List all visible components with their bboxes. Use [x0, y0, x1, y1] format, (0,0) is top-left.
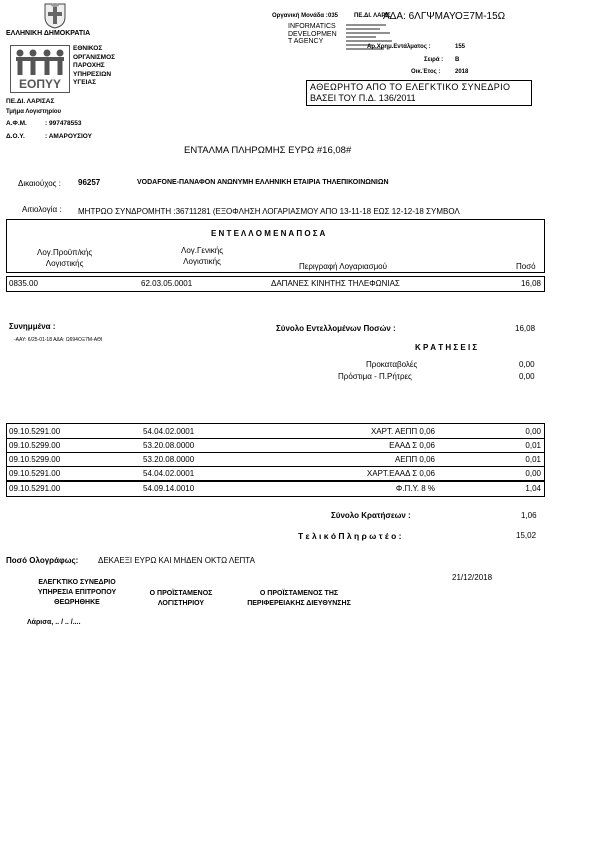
audit-notice-line1: ΑΘΕΩΡΗΤΟ ΑΠΟ ΤΟ ΕΛΕΓΚΤΙΚΟ ΣΥΝΕΔΡΙΟ [310, 82, 511, 92]
deduction-amount: 0,01 [525, 455, 541, 464]
deduction-description: ΧΑΡΤ. ΑΕΠΠ 0,06 [370, 427, 435, 436]
org-line: ΠΑΡΟΧΗΣ [73, 62, 105, 69]
column-header-line: Λογ.Προϋπ/κής [37, 248, 93, 257]
beneficiary-code: 96257 [78, 178, 101, 187]
deduction-general-code: 54.04.02.0001 [143, 427, 195, 436]
org-line: ΥΓΕΙΑΣ [73, 79, 96, 86]
amounts-row-description: ΔΑΠΑΝΕΣ ΚΙΝΗΤΗΣ ΤΗΛΕΦΩΝΙΑΣ [271, 279, 400, 288]
deduction-amount: 0,01 [525, 441, 541, 450]
audit-notice-line2: ΒΑΣΕΙ ΤΟΥ Π.Δ. 136/2011 [310, 93, 416, 103]
deduction-general-code: 54.04.02.0001 [143, 469, 195, 478]
unit-value: 035 [328, 13, 339, 19]
advance-value: 0,00 [519, 360, 535, 369]
deduction-amount: 1,04 [525, 484, 541, 493]
attachments-line: -ΑΑΥ: 6/25-01-18 ΑΔΑ: Ω694ΟΞ7Μ-ΑΘΙ [14, 337, 103, 343]
deduction-budget-code: 09.10.5291.00 [9, 484, 61, 493]
place-date: Λάρισα, .. / .. /.... [27, 619, 81, 626]
org-line: ΕΘΝΙΚΟΣ [73, 45, 103, 52]
column-header-budget [37, 247, 92, 269]
series-value: Β [455, 57, 460, 63]
unit-label: Οργανική Μονάδα : [272, 13, 328, 19]
column-header-general [181, 245, 223, 267]
payable-value: 15,02 [516, 531, 537, 540]
org-line: ΥΠΗΡΕΣΙΩΝ [73, 70, 112, 78]
column-header-amount: Ποσό [516, 262, 536, 271]
payable-label: Τ ε λ ι κ ό Π λ η ρ ω τ έ ο : [298, 531, 402, 541]
deduction-amount: 0,00 [525, 469, 541, 478]
afm-label: Α.Φ.Μ. [6, 120, 27, 127]
unit-name: ΠΕ.ΔΙ. ΛΑΡΙΣ [354, 13, 391, 19]
table-row [7, 455, 544, 467]
org-line: ΟΡΓΑΝΙΣΜΟΣ [73, 53, 116, 61]
signature-accounting [136, 589, 226, 609]
greek-emblem [44, 3, 66, 29]
doy-label: Δ.Ο.Υ. [6, 133, 25, 140]
deductions-heading: Κ Ρ Α Τ Η Σ Ε Ι Σ [415, 343, 478, 352]
deduction-budget-code: 09.10.5291.00 [9, 427, 61, 436]
signature-line: Ο ΠΡΟΪΣΤΑΜΕΝΟΣ [149, 590, 213, 597]
column-header-line: Λογ.Γενικής [181, 246, 224, 255]
signature-regional [226, 589, 372, 609]
page-title: ΕΝΤΑΛΜΑ ΠΛΗΡΩΜΗΣ ΕΥΡΩ #16,08# [184, 145, 352, 156]
series-label: Σειρά : [424, 57, 444, 63]
afm-value: : 997478553 [45, 120, 82, 127]
ada-code: ΑΔΑ: 6ΛΓΨΜΑΥΟΞ7Μ-15Ω [383, 11, 506, 22]
signature-line: ΛΟΓΙΣΤΗΡΙΟΥ [157, 600, 205, 607]
dept-name: ΠΕ.ΔΙ. ΛΑΡΙΣΑΣ [6, 98, 55, 105]
signature-line: ΠΕΡΙΦΕΡΕΙΑΚΗΣ ΔΙΕΥΘΥΝΣΗΣ [247, 600, 351, 607]
deduction-description: ΧΑΡΤ.ΕΑΑΔ Σ 0,06 [366, 469, 435, 478]
deductions-table [6, 423, 545, 497]
signature-line: ΕΛΕΓΚΤΙΚΟ ΣΥΝΕΔΡΙΟ [38, 579, 116, 586]
fines-value: 0,00 [519, 372, 535, 381]
deduction-general-code: 53.20.08.0000 [143, 455, 195, 464]
info-agency [288, 23, 337, 46]
signature-line: ΥΠΗΡΕΣΙΑ ΕΠΙΤΡΟΠΟΥ [37, 589, 117, 596]
ref-value: 155 [455, 44, 466, 50]
deduction-general-code: 53.20.08.0000 [143, 441, 195, 450]
deduction-description: ΑΕΠΠ 0,06 [394, 455, 435, 464]
signature-line: Ο ΠΡΟΪΣΤΑΜΕΝΟΣ ΤΗΣ [259, 590, 339, 597]
beneficiary-name: VODAFONE-ΠΑΝΑΦΟΝ ΑΝΩΝΥΜΗ ΕΛΛΗΝΙΚΗ ΕΤΑΙΡΙΑ ΤΗΛΕΠΙΚΟΙΝΩΝΙΩΝ [137, 179, 389, 186]
org-name [73, 45, 115, 88]
column-header-description: Περιγραφή Λογαριασμού [299, 262, 388, 271]
issue-date: 21/12/2018 [452, 573, 493, 582]
dept-subtitle: Τμήμα Λογιστηρίου [6, 109, 62, 115]
ordered-total-value: 16,08 [515, 324, 536, 333]
deduction-description: ΕΑΑΔ Σ 0,06 [389, 441, 435, 450]
amount-in-words-label: Ποσό Ολογράφως: [6, 556, 79, 565]
table-row [7, 441, 544, 453]
amounts-header-box [6, 219, 545, 273]
eopyy-logo [10, 45, 70, 93]
table-row [7, 469, 544, 481]
deduction-budget-code: 09.10.5299.00 [9, 441, 61, 450]
republic-label: ΕΛΛΗΝΙΚΗ ΔΗΜΟΚΡΑΤΙΑ [6, 30, 91, 37]
table-row [7, 484, 544, 496]
beneficiary-label: Δικαιούχος : [18, 179, 61, 188]
ref-label: Αρ.Χρημ.Εντάλματος : [367, 44, 431, 50]
deduction-amount: 0,00 [525, 427, 541, 436]
deduction-budget-code: 09.10.5299.00 [9, 455, 61, 464]
amounts-heading: Ε Ν Τ Ε Λ Λ Ο Μ Ε Ν Α Π Ο Σ Α [211, 229, 326, 238]
deductions-total-value: 1,06 [521, 511, 537, 520]
amounts-row-budget-code: 0835.00 [9, 279, 38, 288]
column-header-line: Λογιστικής [45, 259, 84, 268]
info-line: T AGENCY [288, 38, 324, 45]
info-line: INFORMATICS [288, 23, 336, 30]
amounts-row-general-code: 62.03.05.0001 [141, 279, 193, 288]
fines-label: Πρόστιμα - Π.Ρήτρες [338, 372, 412, 381]
eopyy-logo-text: ΕΟΠΥΥ [18, 77, 62, 91]
info-line: DEVELOPMEN [288, 30, 337, 38]
deduction-budget-code: 09.10.5291.00 [9, 469, 61, 478]
audit-notice-box [306, 80, 532, 106]
attachments-label: Συνημμένα : [9, 322, 56, 331]
deductions-total-label: Σύνολο Κρατήσεων : [331, 511, 411, 520]
amount-in-words-text: ΔΕΚΑΕΞΙ ΕΥΡΩ ΚΑΙ ΜΗΔΕΝ ΟΚΤΩ ΛΕΠΤΑ [98, 556, 255, 565]
year-value: 2018 [455, 69, 469, 75]
doy-value: : ΑΜΑΡΟΥΣΙΟΥ [45, 133, 92, 140]
justification-label: Αιτιολογία : [22, 205, 62, 214]
amounts-row-amount: 16,08 [520, 279, 541, 288]
deduction-description: Φ.Π.Υ. 8 % [395, 484, 435, 493]
amounts-row [6, 276, 545, 292]
deduction-general-code: 54.09.14.0010 [143, 484, 195, 493]
signature-audit [22, 578, 132, 608]
signature-line: ΘΕΩΡΗΘΗΚΕ [54, 599, 100, 606]
year-label: Οικ.Έτος : [411, 69, 441, 75]
advance-label: Προκαταβολές [366, 360, 418, 369]
justification-text: ΜΗΤΡΩΟ ΣΥΝΔΡΟΜΗΤΗ :36711281 (ΕΞΟΦΛΗΣΗ ΛΟΓΑΡΙΑΣΜΟΥ ΑΠΟ 13-11-18 ΕΩΣ 12-12-18 ΣΥΜΒΟΛ [78, 207, 460, 216]
table-row [7, 427, 544, 439]
ordered-total-label: Σύνολο Εντελλομένων Ποσών : [276, 324, 396, 333]
column-header-line: Λογιστικής [183, 257, 221, 266]
